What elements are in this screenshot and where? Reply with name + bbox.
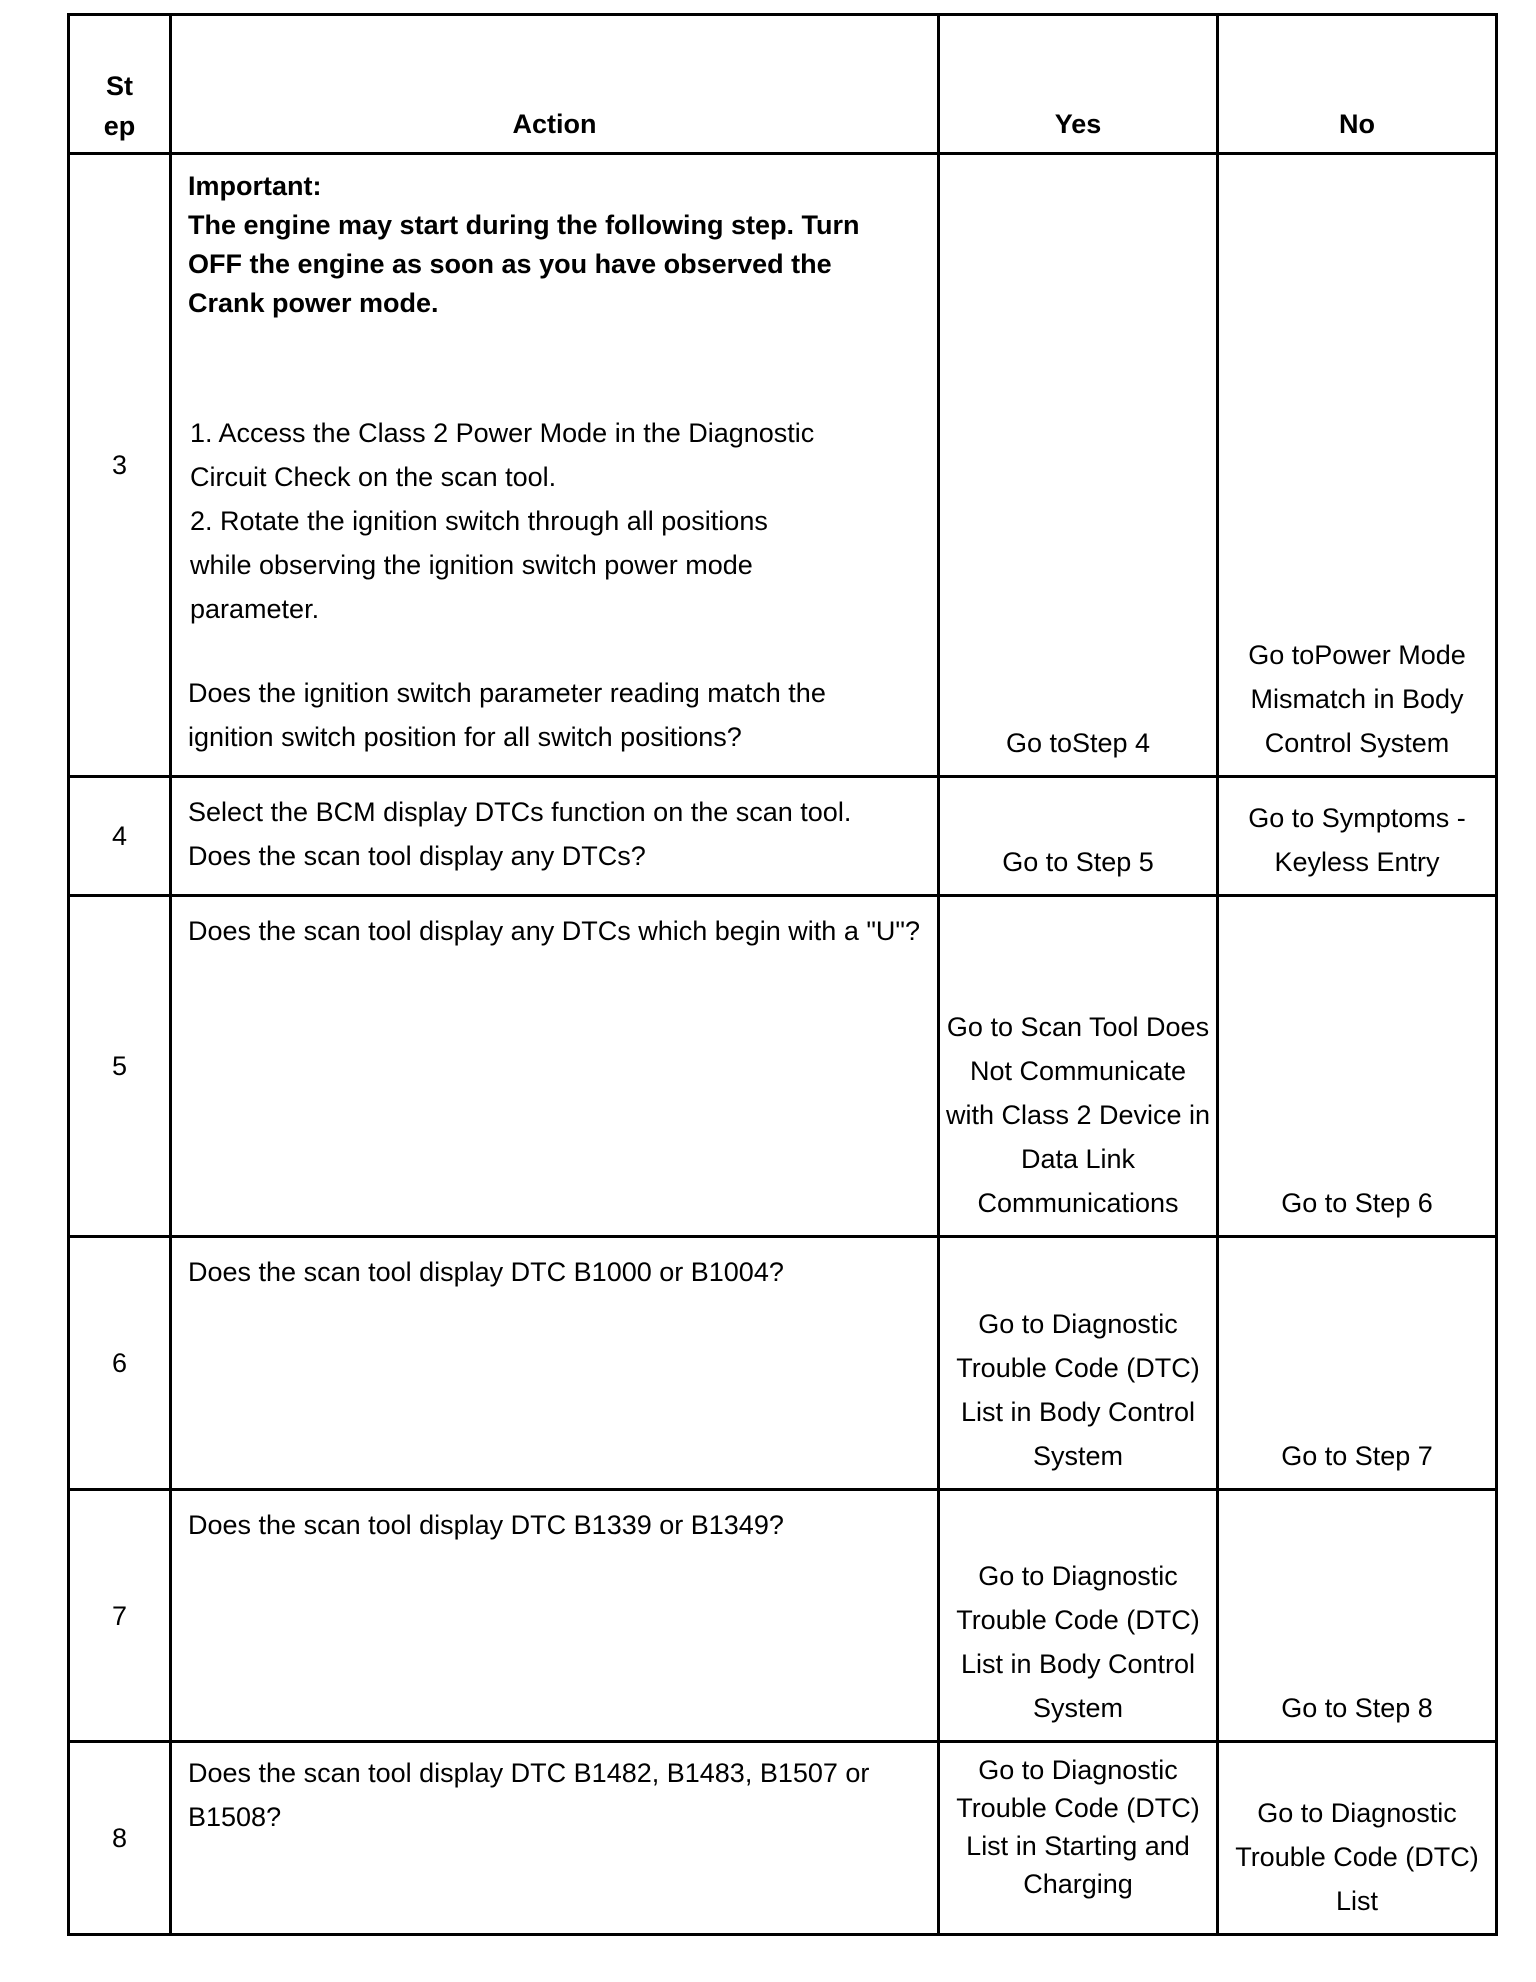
yes-cell: Go to Diagnostic Trouble Code (DTC) List in Starting and Charging (939, 1742, 1218, 1935)
table-row (69, 896, 1497, 1237)
no-cell: Go to Step 6 (1218, 896, 1497, 1237)
step-number: 4 (69, 777, 171, 896)
yes-cell: Go to Scan Tool Does Not Communicate with Class 2 Device in Data Link Communications (939, 896, 1218, 1237)
header-yes: Yes (939, 15, 1218, 154)
table-row (69, 1490, 1497, 1742)
action-cell: Does the scan tool display DTC B1000 or B1004? (171, 1237, 939, 1490)
no-cell: Go toPower Mode Mismatch in Body Control System (1218, 154, 1497, 777)
header-action: Action (171, 15, 939, 154)
no-cell: Go to Step 7 (1218, 1237, 1497, 1490)
action-question: Does the ignition switch parameter reading match the ignition switch position for all switch positions? (188, 678, 826, 752)
instruction-item: 1. Access the Class 2 Power Mode in the Diagnostic Circuit Check on the scan tool. (190, 418, 815, 492)
yes-cell: Go toStep 4 (939, 154, 1218, 777)
table-row (69, 1237, 1497, 1490)
action-cell (171, 154, 939, 777)
diagnostic-table (67, 13, 1498, 1936)
header-row (69, 15, 1497, 154)
step-number: 8 (69, 1742, 171, 1935)
no-cell: Go to Symptoms - Keyless Entry (1218, 777, 1497, 896)
yes-cell: Go to Diagnostic Trouble Code (DTC) List in Body Control System (939, 1237, 1218, 1490)
action-cell: Does the scan tool display DTC B1482, B1483, B1507 or B1508? (171, 1742, 939, 1935)
important-text: The engine may start during the following step. Turn OFF the engine as soon as you have observed the Crank power mode. (188, 210, 860, 318)
important-label: Important: (188, 171, 322, 201)
step-number: 7 (69, 1490, 171, 1742)
yes-cell: Go to Step 5 (939, 777, 1218, 896)
table-row (69, 777, 1497, 896)
action-cell: Does the scan tool display any DTCs which begin with a "U"? (171, 896, 939, 1237)
action-cell: Does the scan tool display DTC B1339 or B1349? (171, 1490, 939, 1742)
table-row (69, 154, 1497, 777)
header-no: No (1218, 15, 1497, 154)
step-number: 5 (69, 896, 171, 1237)
action-text: Select the BCM display DTCs function on the scan tool. (188, 797, 852, 827)
step-number: 3 (69, 154, 171, 777)
no-cell: Go to Diagnostic Trouble Code (DTC) List (1218, 1742, 1497, 1935)
no-cell: Go to Step 8 (1218, 1490, 1497, 1742)
table-row (69, 1742, 1497, 1935)
instruction-item: 2. Rotate the ignition switch through all positions while observing the ignition switch power mode parameter. (190, 506, 768, 624)
action-question: Does the scan tool display any DTCs? (188, 841, 646, 871)
yes-cell: Go to Diagnostic Trouble Code (DTC) List in Body Control System (939, 1490, 1218, 1742)
header-step: St ep (69, 15, 171, 154)
action-cell (171, 777, 939, 896)
step-number: 6 (69, 1237, 171, 1490)
